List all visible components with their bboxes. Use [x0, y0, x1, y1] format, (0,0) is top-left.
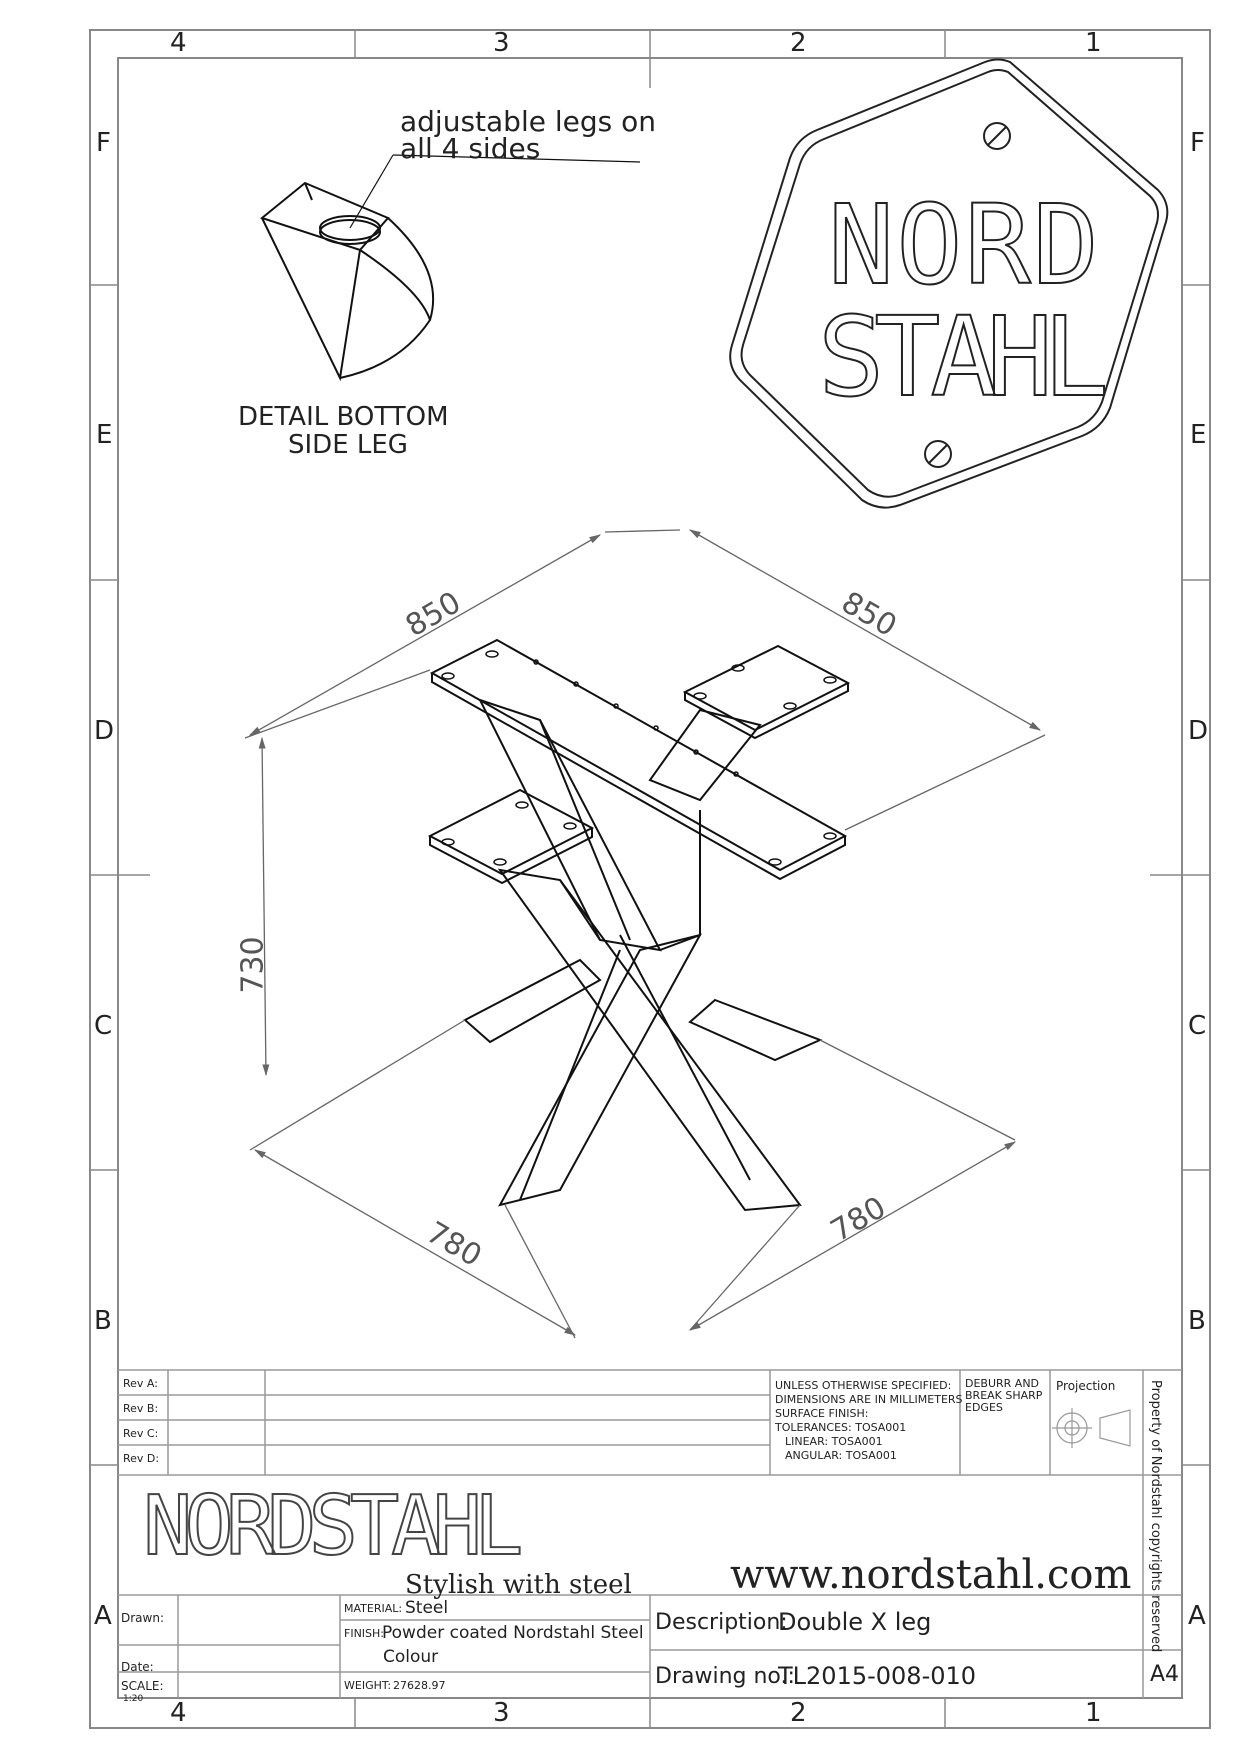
material-label: MATERIAL:	[344, 1602, 403, 1615]
projection-label: Projection	[1056, 1379, 1116, 1393]
description-label: Description:	[655, 1610, 788, 1635]
zone-column-4-bottom: 4	[170, 1698, 187, 1728]
zone-row-b-right: B	[1188, 1306, 1206, 1336]
description-value: Double X leg	[778, 1608, 932, 1636]
zone-column-2-top: 2	[790, 28, 807, 58]
zone-row-f-left: F	[96, 128, 111, 158]
dimension-lines	[245, 530, 1045, 1338]
zone-row-e-left: E	[96, 420, 113, 450]
detail-leg-drawing	[262, 155, 640, 378]
rev-d-label: Rev D:	[123, 1452, 160, 1465]
dimension-top-right: 850	[835, 585, 903, 645]
copyright-note: Property of Nordstahl copyrights reserved	[1148, 1380, 1163, 1653]
finish-value-line2: Colour	[383, 1647, 439, 1667]
zone-row-f-right: F	[1190, 128, 1205, 158]
drawing-no-value: TL2015-008-010	[778, 1662, 977, 1690]
spec-line-dimensions: DIMENSIONS ARE IN MILLIMETERS	[775, 1393, 963, 1406]
zone-column-2-bottom: 2	[790, 1698, 807, 1728]
scale-label: SCALE:	[121, 1679, 164, 1693]
brand-wordmark: NORDSTAHL	[143, 1479, 516, 1574]
dimension-bottom-right: 780	[824, 1190, 892, 1250]
spec-line-surface: SURFACE FINISH:	[775, 1407, 869, 1420]
zone-column-3-bottom: 3	[493, 1698, 510, 1728]
table-leg-drawing	[430, 640, 848, 1210]
dimension-top-left: 850	[399, 585, 467, 645]
material-value: Steel	[405, 1598, 449, 1618]
rev-a-label: Rev A:	[123, 1377, 158, 1390]
dimension-bottom-left: 780	[420, 1215, 488, 1275]
zone-column-1-top: 1	[1085, 28, 1102, 58]
zone-row-c-right: C	[1188, 1011, 1207, 1041]
drawing-no-label: Drawing no.:	[655, 1664, 795, 1689]
brand-slogan: Stylish with steel	[405, 1570, 632, 1600]
website-url: www.nordstahl.com	[730, 1552, 1132, 1598]
detail-title-line1: DETAIL BOTTOM	[238, 402, 449, 432]
sheet-size: A4	[1150, 1662, 1180, 1687]
zone-column-1-bottom: 1	[1085, 1698, 1102, 1728]
scale-value: 1:20	[123, 1694, 144, 1704]
zone-row-b-left: B	[94, 1306, 112, 1336]
zone-column-4-top: 4	[170, 28, 187, 58]
rev-b-label: Rev B:	[123, 1402, 159, 1415]
date-label: Date:	[121, 1660, 154, 1674]
logo-word-nord: NORD	[828, 181, 1101, 309]
zone-column-3-top: 3	[493, 28, 510, 58]
detail-title-line2: SIDE LEG	[288, 430, 408, 460]
finish-label: FINISH:	[344, 1627, 385, 1640]
zone-row-a-left: A	[94, 1601, 112, 1631]
spec-line-tolerances: TOLERANCES: TOSA001	[775, 1421, 907, 1434]
drawn-label: Drawn:	[121, 1611, 164, 1625]
projection-symbol	[1052, 1408, 1130, 1448]
finish-value-line1: Powder coated Nordstahl Steel	[382, 1623, 644, 1643]
spec-line-linear: LINEAR: TOSA001	[785, 1435, 883, 1448]
zone-row-d-left: D	[94, 716, 115, 746]
spec-line-unless: UNLESS OTHERWISE SPECIFIED:	[775, 1379, 952, 1392]
deburr-note: DEBURR AND BREAK SHARP EDGES	[965, 1377, 1043, 1415]
zone-row-c-left: C	[94, 1011, 113, 1041]
dimension-height: 730	[235, 936, 271, 994]
spec-line-angular: ANGULAR: TOSA001	[785, 1449, 897, 1462]
zone-row-d-right: D	[1188, 716, 1209, 746]
weight-label: WEIGHT:	[344, 1679, 392, 1692]
rev-c-label: Rev C:	[123, 1427, 159, 1440]
logo-word-stahl: STAHL	[818, 293, 1100, 421]
zone-row-a-right: A	[1188, 1601, 1206, 1631]
callout-adjustable-legs-line1: adjustable legs on	[400, 105, 657, 138]
weight-value: 27628.97	[393, 1679, 446, 1692]
callout-adjustable-legs-line2: all 4 sides	[400, 132, 541, 165]
zone-row-e-right: E	[1190, 420, 1207, 450]
